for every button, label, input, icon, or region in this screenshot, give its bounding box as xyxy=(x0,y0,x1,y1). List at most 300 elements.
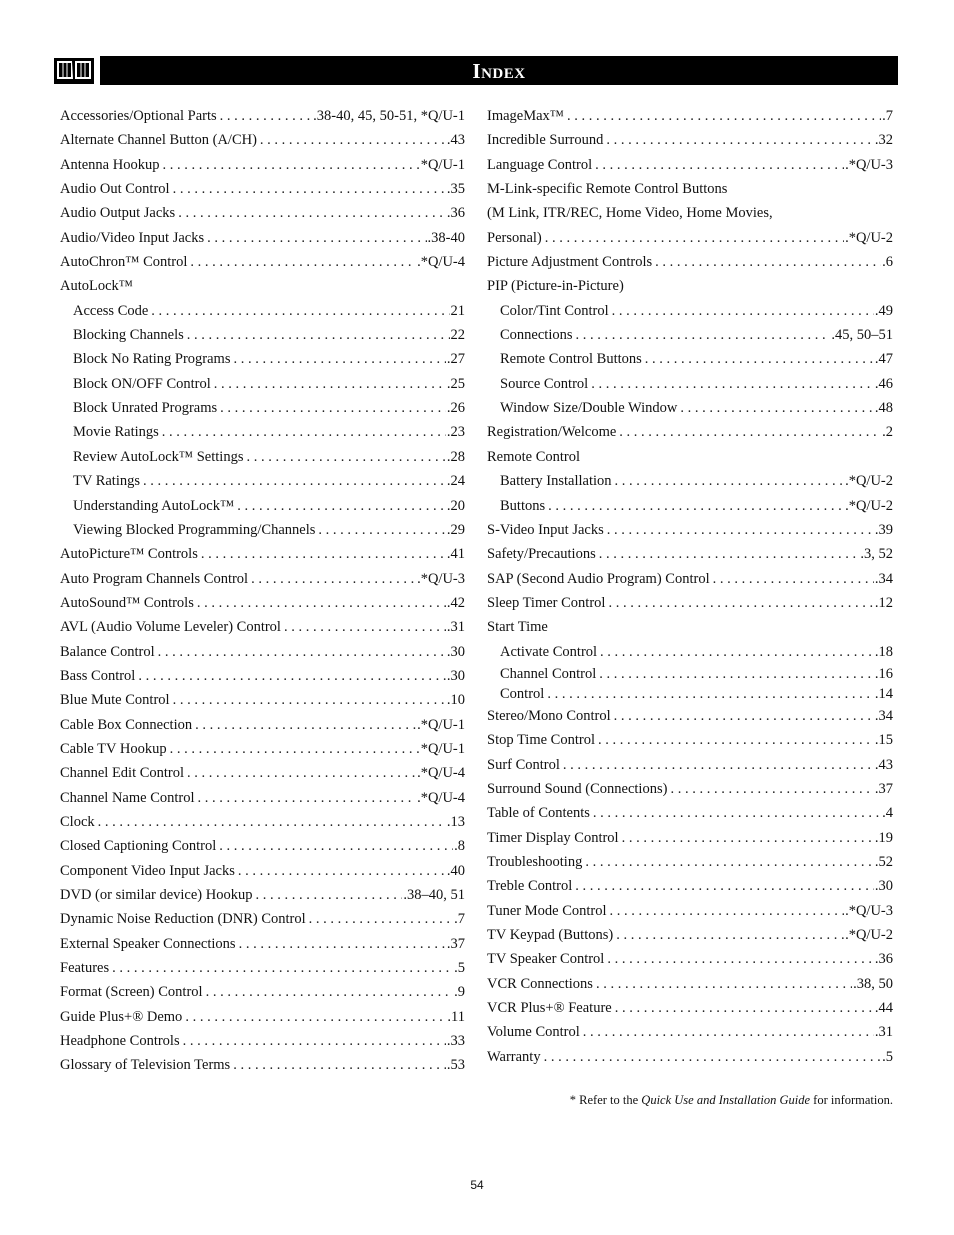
dot-leader xyxy=(607,518,874,542)
index-entry-page: .28 xyxy=(446,448,465,465)
index-entry-label: Start Time xyxy=(487,619,548,636)
index-entry-page: .42 xyxy=(446,594,465,611)
dot-leader xyxy=(655,250,881,274)
index-entry-label: Block No Rating Programs xyxy=(73,351,231,368)
index-entry-label: Tuner Mode Control xyxy=(487,902,607,919)
dot-leader xyxy=(615,469,845,493)
index-entry-label: Registration/Welcome xyxy=(487,424,617,441)
index-entry xyxy=(487,704,893,728)
index-entry-page: .53 xyxy=(446,1057,465,1074)
dot-leader xyxy=(187,323,450,347)
dot-leader xyxy=(173,177,446,201)
index-entry-label: Balance Control xyxy=(60,643,155,660)
index-entry-page: .20 xyxy=(446,497,465,514)
index-entry-page: .32 xyxy=(874,132,893,149)
index-entry xyxy=(60,567,465,591)
index-entry xyxy=(487,542,893,566)
index-entry xyxy=(487,372,893,396)
index-entry-page: *Q/U-1 xyxy=(420,740,465,757)
index-entry xyxy=(60,907,465,931)
index-entry-label: Antenna Hookup xyxy=(60,156,160,173)
dot-leader xyxy=(607,947,874,971)
dot-leader xyxy=(619,420,881,444)
index-entry-label: Headphone Controls xyxy=(60,1033,180,1050)
dot-leader xyxy=(575,874,874,898)
index-entry-page: .36 xyxy=(874,951,893,968)
index-entry-page: .30 xyxy=(446,643,465,660)
index-entry-label: Buttons xyxy=(500,497,546,514)
footnote-suffix: for information. xyxy=(810,1093,893,1107)
dot-leader xyxy=(162,420,446,444)
index-entry xyxy=(60,688,465,712)
index-entry-label: Clock xyxy=(60,813,95,830)
index-entry-label: Activate Control xyxy=(500,643,598,660)
index-entry xyxy=(487,494,893,518)
dot-leader xyxy=(219,834,453,858)
dot-leader xyxy=(616,923,844,947)
page-title: Index xyxy=(472,59,526,83)
dot-leader xyxy=(645,347,874,371)
index-entry-label: AVL (Audio Volume Leveler) Control xyxy=(60,619,281,636)
index-entry-page: .41 xyxy=(446,546,465,563)
index-entry-label: Safety/Precautions xyxy=(487,546,596,563)
index-entry-page: .49 xyxy=(874,302,893,319)
index-entry-label: Sleep Timer Control xyxy=(487,594,606,611)
index-entry xyxy=(60,834,465,858)
index-entry-page: .7 xyxy=(882,108,893,124)
index-entry xyxy=(60,591,465,615)
dot-leader xyxy=(318,518,446,542)
index-entry-label: SAP (Second Audio Program) Control xyxy=(487,570,710,587)
index-entry-page: .44 xyxy=(874,1000,893,1017)
dot-leader xyxy=(138,664,446,688)
index-entry xyxy=(487,777,893,801)
dot-leader xyxy=(251,567,416,591)
index-entry xyxy=(487,874,893,898)
index-entry xyxy=(60,396,465,420)
index-entry-label: Picture Adjustment Controls xyxy=(487,254,653,271)
dot-leader xyxy=(158,640,446,664)
dot-leader xyxy=(214,372,446,396)
index-entry xyxy=(60,128,465,152)
index-entry xyxy=(60,469,465,493)
index-entry-page: .25 xyxy=(446,375,465,392)
index-entry-page: .8 xyxy=(454,838,465,855)
index-entry-label: AutoSound™ Controls xyxy=(60,594,194,611)
index-entry-label: Connections xyxy=(500,327,573,344)
index-entry-page: .35 xyxy=(446,181,465,198)
dot-leader xyxy=(178,201,446,225)
index-right-column xyxy=(487,104,893,1069)
index-entry xyxy=(487,445,893,469)
dot-leader xyxy=(583,1020,874,1044)
index-entry-label: Viewing Blocked Programming/Channels xyxy=(73,521,316,538)
index-entry-label: Cable Box Connection xyxy=(60,716,193,733)
index-entry-page: .*Q/U-4 xyxy=(417,789,465,806)
dot-leader xyxy=(600,640,874,664)
index-entry-label: AutoLock™ xyxy=(60,278,134,295)
index-entry xyxy=(60,274,465,298)
index-entry-label: Block Unrated Programs xyxy=(73,400,218,417)
index-entry-label: PIP (Picture-in-Picture) xyxy=(487,278,624,295)
index-entry xyxy=(487,128,893,152)
dot-leader xyxy=(185,1005,446,1029)
index-entry-page: .5 xyxy=(454,960,465,977)
dot-leader xyxy=(713,567,874,591)
index-entry-label: S-Video Input Jacks xyxy=(487,521,604,538)
dot-leader xyxy=(670,777,873,801)
dot-leader xyxy=(220,104,313,128)
index-entry xyxy=(60,810,465,834)
index-entry xyxy=(60,1005,465,1029)
index-entry xyxy=(60,372,465,396)
index-entry xyxy=(60,153,465,177)
dot-leader xyxy=(680,396,873,420)
index-entry-label: Audio/Video Input Jacks xyxy=(60,229,205,246)
index-entry xyxy=(60,1029,465,1053)
index-entry-page: .45, 50–51 xyxy=(831,327,893,344)
index-entry-label: Surf Control xyxy=(487,756,560,773)
index-entry-label: Control xyxy=(500,685,545,702)
index-entry xyxy=(60,1053,465,1077)
index-entry xyxy=(487,684,893,704)
index-entry-label: Window Size/Double Window xyxy=(500,400,678,417)
dot-leader xyxy=(614,704,874,728)
index-left-column xyxy=(60,104,465,1078)
index-entry-page: .*Q/U-2 xyxy=(845,229,893,246)
index-entry-label: TV Ratings xyxy=(73,473,140,490)
index-entry-page: .2 xyxy=(882,424,893,441)
index-entry-page: .*Q/U-3 xyxy=(417,570,465,587)
dot-leader xyxy=(608,591,873,615)
index-entry xyxy=(60,542,465,566)
dot-leader xyxy=(237,494,446,518)
index-entry-label: Battery Installation xyxy=(500,473,612,490)
index-entry xyxy=(60,883,465,907)
index-entry-label: Treble Control xyxy=(487,878,573,895)
dot-leader xyxy=(567,104,881,128)
index-entry-page: .29 xyxy=(446,521,465,538)
open-book-icon xyxy=(54,56,94,84)
index-entry xyxy=(60,859,465,883)
index-entry xyxy=(60,956,465,980)
index-entry-page: .9 xyxy=(454,984,465,1001)
index-entry-page: .*Q/U-4 xyxy=(417,254,465,271)
index-entry-page: .13 xyxy=(446,813,465,830)
index-entry xyxy=(60,104,465,128)
index-entry-label: Cable TV Hookup xyxy=(60,740,167,757)
index-entry-label: Incredible Surround xyxy=(487,132,604,149)
index-entry xyxy=(487,899,893,923)
index-entry-page: .46 xyxy=(874,375,893,392)
index-entry xyxy=(60,323,465,347)
dot-leader xyxy=(610,899,845,923)
index-entry xyxy=(487,518,893,542)
dot-leader xyxy=(595,153,844,177)
footnote xyxy=(570,1093,893,1108)
index-entry xyxy=(60,518,465,542)
dot-leader xyxy=(598,728,874,752)
index-entry xyxy=(60,640,465,664)
index-entry xyxy=(487,153,893,177)
index-entry-label: Blocking Channels xyxy=(73,327,184,344)
index-entry xyxy=(487,201,893,225)
index-entry xyxy=(487,323,893,347)
index-entry-label: Review AutoLock™ Settings xyxy=(73,448,244,465)
index-entry-label: Dynamic Noise Reduction (DNR) Control xyxy=(60,911,306,928)
dot-leader xyxy=(599,542,860,566)
index-entry-page: .38-40, 45, 50-51, *Q/U-1 xyxy=(313,108,465,124)
index-entry-label: Understanding AutoLock™ xyxy=(73,497,235,514)
dot-leader xyxy=(255,883,402,907)
index-entry-label: Closed Captioning Control xyxy=(60,838,217,855)
index-entry xyxy=(487,850,893,874)
index-entry-page: .37 xyxy=(446,935,465,952)
index-entry xyxy=(487,591,893,615)
index-entry-label: Component Video Input Jacks xyxy=(60,862,235,879)
index-entry xyxy=(60,445,465,469)
index-entry-label: Channel Control xyxy=(500,665,597,682)
index-entry-label: (M Link, ITR/REC, Home Video, Home Movies, xyxy=(487,205,773,222)
index-entry-label: VCR Connections xyxy=(487,975,593,992)
index-entry-label: Bass Control xyxy=(60,667,136,684)
dot-leader xyxy=(112,956,453,980)
index-entry-page: .40 xyxy=(446,862,465,879)
page-number: 54 xyxy=(470,1178,484,1192)
index-entry-page: .10 xyxy=(446,692,465,709)
index-entry-page: .11 xyxy=(447,1008,465,1025)
index-entry-page: .52 xyxy=(874,853,893,870)
index-entry-page: .*Q/U-2 xyxy=(845,497,893,514)
dot-leader xyxy=(622,826,874,850)
index-entry-label: Language Control xyxy=(487,156,593,173)
dot-leader xyxy=(206,980,454,1004)
dot-leader xyxy=(545,226,844,250)
index-entry-label: Channel Name Control xyxy=(60,789,195,806)
dot-leader xyxy=(198,786,417,810)
dot-leader xyxy=(284,615,446,639)
index-entry xyxy=(60,420,465,444)
dot-leader xyxy=(239,932,446,956)
index-entry-label: Alternate Channel Button (A/CH) xyxy=(60,132,257,149)
dot-leader xyxy=(563,753,874,777)
index-entry-page: .31 xyxy=(446,619,465,636)
index-entry-label: Access Code xyxy=(73,302,149,319)
index-entry xyxy=(487,728,893,752)
index-entry-label: Warranty xyxy=(487,1048,541,1065)
index-entry-label: Blue Mute Control xyxy=(60,692,170,709)
index-entry-label: Audio Out Control xyxy=(60,181,170,198)
footnote-prefix: * Refer to the xyxy=(569,1093,642,1107)
index-entry xyxy=(487,1045,893,1069)
index-entry-label: Accessories/Optional Parts xyxy=(60,108,217,124)
index-entry-page: .23 xyxy=(446,424,465,441)
index-entry xyxy=(60,615,465,639)
dot-leader xyxy=(98,810,446,834)
index-entry xyxy=(487,801,893,825)
dot-leader xyxy=(207,226,426,250)
index-entry xyxy=(487,753,893,777)
dot-leader xyxy=(162,153,419,177)
index-entry-page: 22 xyxy=(450,327,465,344)
dot-leader xyxy=(170,737,420,761)
index-entry-page: .12 xyxy=(874,594,893,611)
index-entry xyxy=(60,713,465,737)
index-entry xyxy=(60,980,465,1004)
index-entry xyxy=(487,250,893,274)
index-entry-label: External Speaker Connections xyxy=(60,935,236,952)
index-entry xyxy=(487,469,893,493)
index-entry-label: Movie Ratings xyxy=(73,424,159,441)
index-entry-page: .38, 50 xyxy=(853,975,893,992)
index-entry-page: .43 xyxy=(874,756,893,773)
index-entry-label: TV Speaker Control xyxy=(487,951,605,968)
index-entry-label: Audio Output Jacks xyxy=(60,205,176,222)
dot-leader xyxy=(220,396,446,420)
index-entry xyxy=(60,494,465,518)
index-entry-label: Stereo/Mono Control xyxy=(487,707,611,724)
index-entry-page: .43 xyxy=(446,132,465,149)
dot-leader xyxy=(547,684,874,704)
dot-leader xyxy=(596,972,852,996)
index-entry-page: .3, 52 xyxy=(860,546,893,563)
dot-leader xyxy=(612,299,874,323)
dot-leader xyxy=(246,445,445,469)
index-entry-page: .*Q/U-2 xyxy=(845,473,893,490)
dot-leader xyxy=(309,907,453,931)
dot-leader xyxy=(143,469,446,493)
index-entry xyxy=(60,347,465,371)
dot-leader xyxy=(591,372,874,396)
index-entry xyxy=(60,177,465,201)
index-entry-page: *Q/U-1 xyxy=(420,156,465,173)
index-entry-label: Color/Tint Control xyxy=(500,302,609,319)
index-entry-label: Remote Control Buttons xyxy=(500,351,642,368)
index-entry-label: Table of Contents xyxy=(487,805,590,822)
index-entry-page: .24 xyxy=(446,473,465,490)
index-entry-label: AutoPicture™ Controls xyxy=(60,546,198,563)
dot-leader xyxy=(183,1029,446,1053)
index-entry-page: .*Q/U-3 xyxy=(845,902,893,919)
dot-leader xyxy=(233,347,445,371)
index-entry-page: .37 xyxy=(874,780,893,797)
index-entry xyxy=(487,1020,893,1044)
index-entry-page: .26 xyxy=(446,400,465,417)
index-entry-page: .*Q/U-2 xyxy=(845,927,893,943)
index-entry xyxy=(487,299,893,323)
index-entry-page: .47 xyxy=(874,351,893,368)
index-entry-label: DVD (or similar device) Hookup xyxy=(60,887,253,903)
index-entry-label: Surround Sound (Connections) xyxy=(487,780,668,797)
index-entry xyxy=(60,932,465,956)
index-entry-page: 21 xyxy=(450,302,465,319)
index-entry-page: .34 xyxy=(874,707,893,724)
dot-leader xyxy=(593,801,881,825)
dot-leader xyxy=(173,688,446,712)
index-entry-label: AutoChron™ Control xyxy=(60,254,188,271)
index-entry-page: .34 xyxy=(874,570,893,587)
index-entry-page: .*Q/U-4 xyxy=(417,765,465,782)
index-entry xyxy=(60,201,465,225)
index-entry-page: .19 xyxy=(874,829,893,846)
index-entry-label: Format (Screen) Control xyxy=(60,984,203,1001)
index-entry xyxy=(487,347,893,371)
index-entry-page: .*Q/U-3 xyxy=(845,156,893,173)
index-entry-label: Timer Display Control xyxy=(487,829,619,846)
index-entry-page: .33 xyxy=(446,1033,465,1050)
index-entry-page: .27 xyxy=(446,351,465,368)
dot-leader xyxy=(548,494,844,518)
index-entry xyxy=(487,104,893,128)
index-entry-page: .4 xyxy=(882,805,893,822)
index-entry-page: .30 xyxy=(874,878,893,895)
index-entry xyxy=(60,761,465,785)
dot-leader xyxy=(615,996,874,1020)
dot-leader xyxy=(233,1053,446,1077)
index-entry-label: ImageMax™ xyxy=(487,108,565,124)
dot-leader xyxy=(197,591,446,615)
index-entry-label: Personal) xyxy=(487,229,542,246)
index-entry xyxy=(487,826,893,850)
index-entry-label: Features xyxy=(60,960,110,977)
index-entry-page: .30 xyxy=(446,667,465,684)
index-entry xyxy=(487,567,893,591)
index-entry-label: Glossary of Television Terms xyxy=(60,1057,231,1074)
index-entry-label: Troubleshooting xyxy=(487,853,583,870)
dot-leader xyxy=(544,1045,882,1069)
index-entry-page: .16 xyxy=(874,665,893,682)
index-entry xyxy=(487,420,893,444)
index-entry-page: .15 xyxy=(874,732,893,749)
index-entry-label: Block ON/OFF Control xyxy=(73,375,211,392)
dot-leader xyxy=(187,761,416,785)
dot-leader xyxy=(599,664,874,684)
index-entry xyxy=(60,664,465,688)
index-entry-label: M-Link-specific Remote Control Buttons xyxy=(487,181,728,198)
index-entry xyxy=(60,737,465,761)
index-entry-label: Channel Edit Control xyxy=(60,765,185,782)
index-entry-page: .31 xyxy=(874,1024,893,1041)
dot-leader xyxy=(260,128,446,152)
index-entry-label: Volume Control xyxy=(487,1024,580,1041)
index-entry xyxy=(487,640,893,664)
index-entry xyxy=(487,396,893,420)
title-bar xyxy=(100,56,898,85)
index-entry xyxy=(60,226,465,250)
index-entry-page: .38-40 xyxy=(427,229,465,246)
index-entry-label: VCR Plus+® Feature xyxy=(487,1000,612,1017)
index-entry-label: TV Keypad (Buttons) xyxy=(487,927,614,943)
index-entry-page: .5 xyxy=(882,1048,893,1065)
index-entry-page: .*Q/U-1 xyxy=(417,716,465,733)
index-entry xyxy=(60,250,465,274)
index-entry-page: .18 xyxy=(874,643,893,660)
dot-leader xyxy=(576,323,831,347)
index-entry-label: Source Control xyxy=(500,375,589,392)
dot-leader xyxy=(151,299,449,323)
index-entry-page: .36 xyxy=(446,205,465,222)
footnote-guide-title: Quick Use and Installation Guide xyxy=(641,1093,811,1107)
index-entry xyxy=(487,177,893,201)
index-entry-label: Stop Time Control xyxy=(487,732,595,749)
index-entry-page: .38–40, 51 xyxy=(403,887,465,903)
dot-leader xyxy=(195,713,416,737)
index-entry xyxy=(487,996,893,1020)
index-entry-label: Guide Plus+® Demo xyxy=(60,1008,183,1025)
index-entry xyxy=(60,786,465,810)
index-entry-page: .48 xyxy=(874,400,893,417)
dot-leader xyxy=(238,859,446,883)
